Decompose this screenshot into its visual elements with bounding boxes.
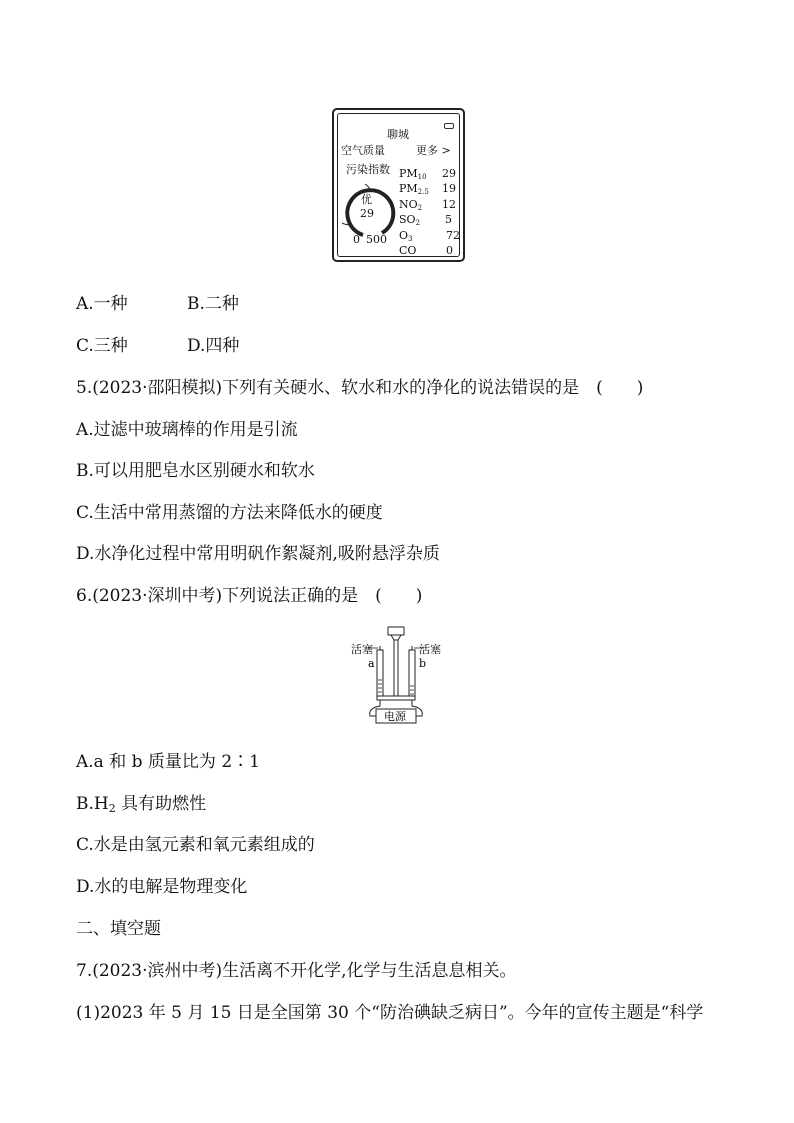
phone-screen xyxy=(337,113,460,257)
pollutant-value: 12 xyxy=(442,198,456,211)
gauge-value: 29 xyxy=(360,207,374,220)
q5-option-b: B.可以用肥皂水区别硬水和软水 xyxy=(76,461,315,481)
pollutant-value: 5 xyxy=(445,213,452,226)
q5-stem: 5.(2023·邵阳模拟)下列有关硬水、软水和水的净化的说法错误的是 ( ) xyxy=(76,378,644,398)
q4-option-a: A.一种 xyxy=(76,294,128,314)
pollutant-row: PM2.5 xyxy=(399,182,429,196)
q5-option-a: A.过滤中玻璃棒的作用是引流 xyxy=(76,420,298,440)
q7-stem: 7.(2023·滨州中考)生活离不开化学,化学与生活息息相关。 xyxy=(76,961,517,981)
pollutant-row: NO2 xyxy=(399,198,423,212)
phone-pollution-index-label: 污染指数 xyxy=(346,163,390,176)
phone-air-quality-label: 空气质量 xyxy=(341,144,385,157)
electrolysis-apparatus-diagram xyxy=(346,626,450,724)
gauge-min: 0 xyxy=(353,233,360,246)
power-source-label: 电源 xyxy=(384,710,406,723)
pollutant-value: 0 xyxy=(446,244,453,257)
tube-b-label: b xyxy=(419,657,427,670)
q6-option-d: D.水的电解是物理变化 xyxy=(76,877,248,897)
q7-part1: (1)2023 年 5 月 15 日是全国第 30 个“防治碘缺乏病日”。今年的宣传主题是“科学 xyxy=(76,1003,704,1023)
section-heading-fill-in: 二、填空题 xyxy=(76,919,161,939)
phone-more-link: 更多 > xyxy=(416,144,451,157)
pollutant-value: 19 xyxy=(442,182,456,195)
q6-option-c: C.水是由氢元素和氧元素组成的 xyxy=(76,835,315,855)
q4-option-b: B.二种 xyxy=(187,294,239,314)
phone-camera-icon xyxy=(444,123,454,129)
q6-option-a: A.a 和 b 质量比为 2∶1 xyxy=(76,752,260,772)
gauge-max: 500 xyxy=(366,233,387,246)
gauge-grade: 优 xyxy=(361,193,372,206)
chevron-right-icon: > xyxy=(441,144,451,157)
pollutant-row: PM10 xyxy=(399,167,427,181)
q4-option-c: C.三种 xyxy=(76,336,128,356)
air-quality-phone-figure xyxy=(332,108,465,262)
q4-option-d: D.四种 xyxy=(187,336,240,356)
pollutant-row: SO2 xyxy=(399,213,421,227)
pollutant-row: CO xyxy=(399,244,417,257)
pollutant-value: 29 xyxy=(442,167,456,180)
phone-city: 聊城 xyxy=(387,128,409,141)
q5-option-c: C.生活中常用蒸馏的方法来降低水的硬度 xyxy=(76,503,383,523)
tube-a-label: a xyxy=(368,657,375,670)
pollutant-row: O3 xyxy=(399,229,413,243)
q6-option-b: $B.H_2$ 具有助燃性 xyxy=(76,794,207,815)
left-stopcock-label: 活塞 xyxy=(351,643,373,656)
q5-option-d: D.水净化过程中常用明矾作絮凝剂,吸附悬浮杂质 xyxy=(76,544,440,564)
pollutant-value: 72 xyxy=(446,229,460,242)
right-stopcock-label: 活塞 xyxy=(419,643,441,656)
q6-stem: 6.(2023·深圳中考)下列说法正确的是 ( ) xyxy=(76,586,423,606)
